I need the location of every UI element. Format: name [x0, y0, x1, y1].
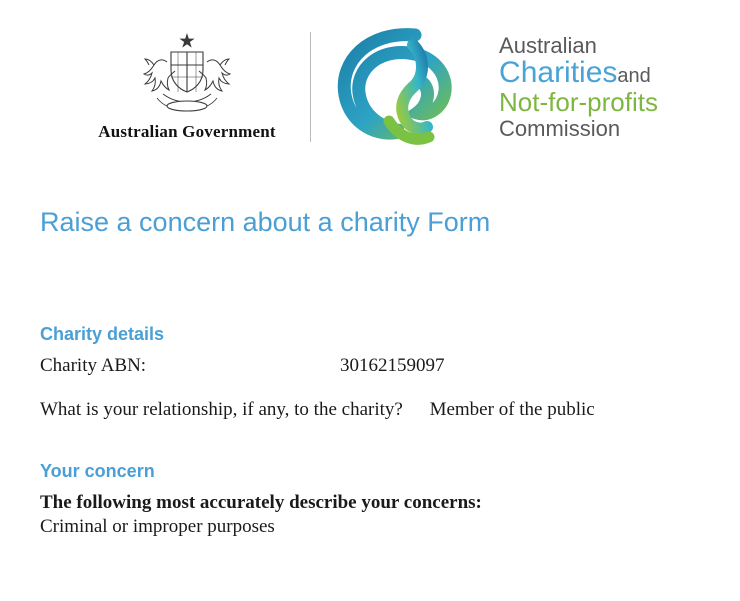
header-logo-lockup: [0, 0, 740, 150]
your-concern-heading: Your concern: [40, 461, 155, 482]
charity-abn-row: [40, 355, 700, 377]
acnc-swirl-logo-icon: [329, 25, 489, 150]
logo-divider: [310, 32, 311, 142]
section-your-concern: [40, 461, 700, 538]
acnc-word-charities: Charities: [499, 56, 618, 90]
acnc-word-and: and: [617, 65, 651, 88]
acnc-word-notforprofits: Not-for-profits: [499, 87, 658, 118]
concern-question: The following most accurately describe your concerns:: [40, 492, 482, 514]
australian-government-text: Australian Government: [98, 122, 276, 141]
acnc-word-commission: Commission: [499, 115, 621, 141]
charity-details-heading: Charity details: [40, 324, 165, 345]
page-title: Raise a concern about a charity Form: [40, 207, 491, 237]
acnc-word-charities-line: [499, 57, 658, 89]
acnc-word-australian: Australian: [499, 33, 597, 59]
acnc-wordmark: [499, 34, 658, 140]
concern-answer: Criminal or improper purposes: [40, 516, 275, 538]
section-charity-details: [40, 324, 700, 421]
australian-coat-of-arms-icon: [127, 32, 247, 118]
charity-abn-label: Charity ABN:: [40, 355, 147, 377]
document-content: [0, 206, 740, 538]
acnc-logo-block: [329, 25, 658, 150]
relationship-value: Member of the public: [429, 399, 595, 421]
relationship-label: What is your relationship, if any, to the charity?: [40, 399, 403, 421]
charity-abn-value: 30162159097: [340, 355, 445, 377]
relationship-row: [40, 399, 700, 421]
australian-government-block: [82, 32, 292, 142]
